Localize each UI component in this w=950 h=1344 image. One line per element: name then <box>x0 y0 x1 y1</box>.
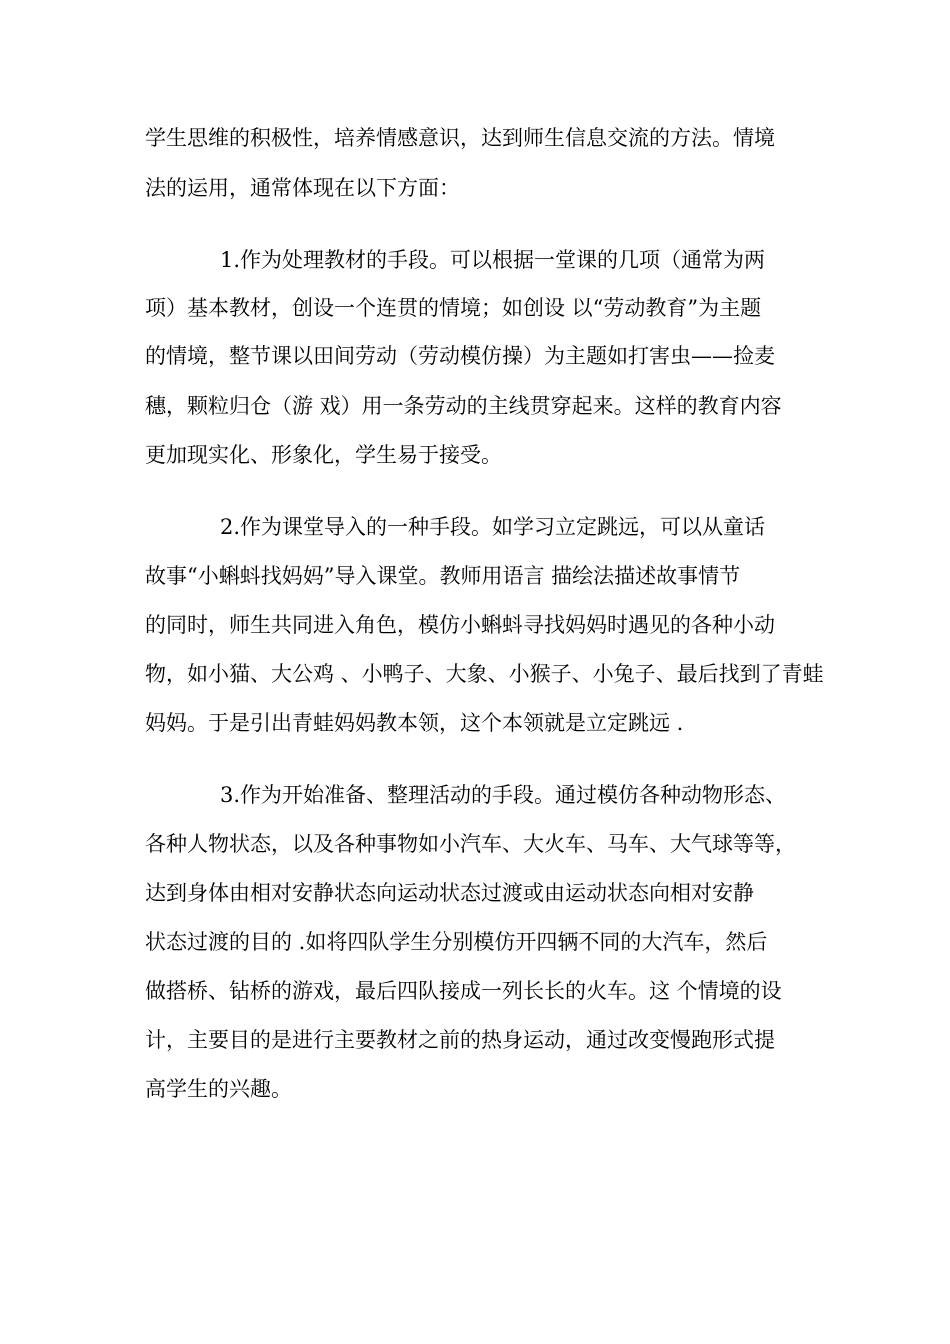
item1-line-5: 更加现实化、形象化，学生易于接受。 <box>145 443 502 467</box>
item1-line-4: 穗，颗粒归仓（游 戏）用一条劳动的主线贯穿起来。这样的教育内容 <box>145 394 782 418</box>
item3-line-6: 计，主要目的是进行主要教材之前的热身运动，通过改变慢跑形式提 <box>145 1028 775 1052</box>
item3-line-1: 3.作为开始准备、整理活动的手段。通过模仿各种动物形态、 <box>220 783 787 807</box>
item3-line-5: 做搭桥、钻桥的游戏，最后四队接成一列长长的火车。这 个情境的设 <box>145 979 782 1003</box>
item2-line-2: 故事“小蝌蚪找妈妈”导入课堂。教师用语言 描绘法描述故事情节 <box>145 564 741 588</box>
item2-line-4: 物，如小猫、大公鸡 、小鸭子、大象、小猴子、小兔子、最后找到了青蛙 <box>145 662 824 686</box>
item1-line-3: 的情境，整节课以田间劳动（劳动模仿操）为主题如打害虫——捡麦 <box>145 344 775 368</box>
item3-line-2: 各种人物状态，以及各种事物如小汽车、大火车、马车、大气球等等， <box>145 832 796 856</box>
item2-line-5: 妈妈。于是引出青蛙妈妈教本领，这个本领就是立定跳远 . <box>145 711 684 735</box>
item3-line-3: 达到身体由相对安静状态向运动状态过渡或由运动状态向相对安静 <box>145 881 754 905</box>
item3-line-4: 状态过渡的目的 .如将四队学生分别模仿开四辆不同的大汽车，然后 <box>145 930 768 954</box>
item2-line-3: 的同时，师生共同进入角色，模仿小蝌蚪寻找妈妈时遇见的各种小动 <box>145 613 775 637</box>
intro-line-1: 学生思维的积极性，培养情感意识，达到师生信息交流的方法。情境 <box>145 126 775 150</box>
intro-line-2: 法的运用，通常体现在以下方面： <box>145 176 460 200</box>
item1-line-2: 项）基本教材，创设一个连贯的情境；如创设 以“劳动教育”为主题 <box>145 296 762 320</box>
item2-line-1: 2.作为课堂导入的一种手段。如学习立定跳远，可以从童话 <box>220 515 766 539</box>
item3-line-7: 高学生的兴趣。 <box>145 1077 292 1101</box>
item1-line-1: 1.作为处理教材的手段。可以根据一堂课的几项（通常为两 <box>220 248 766 272</box>
